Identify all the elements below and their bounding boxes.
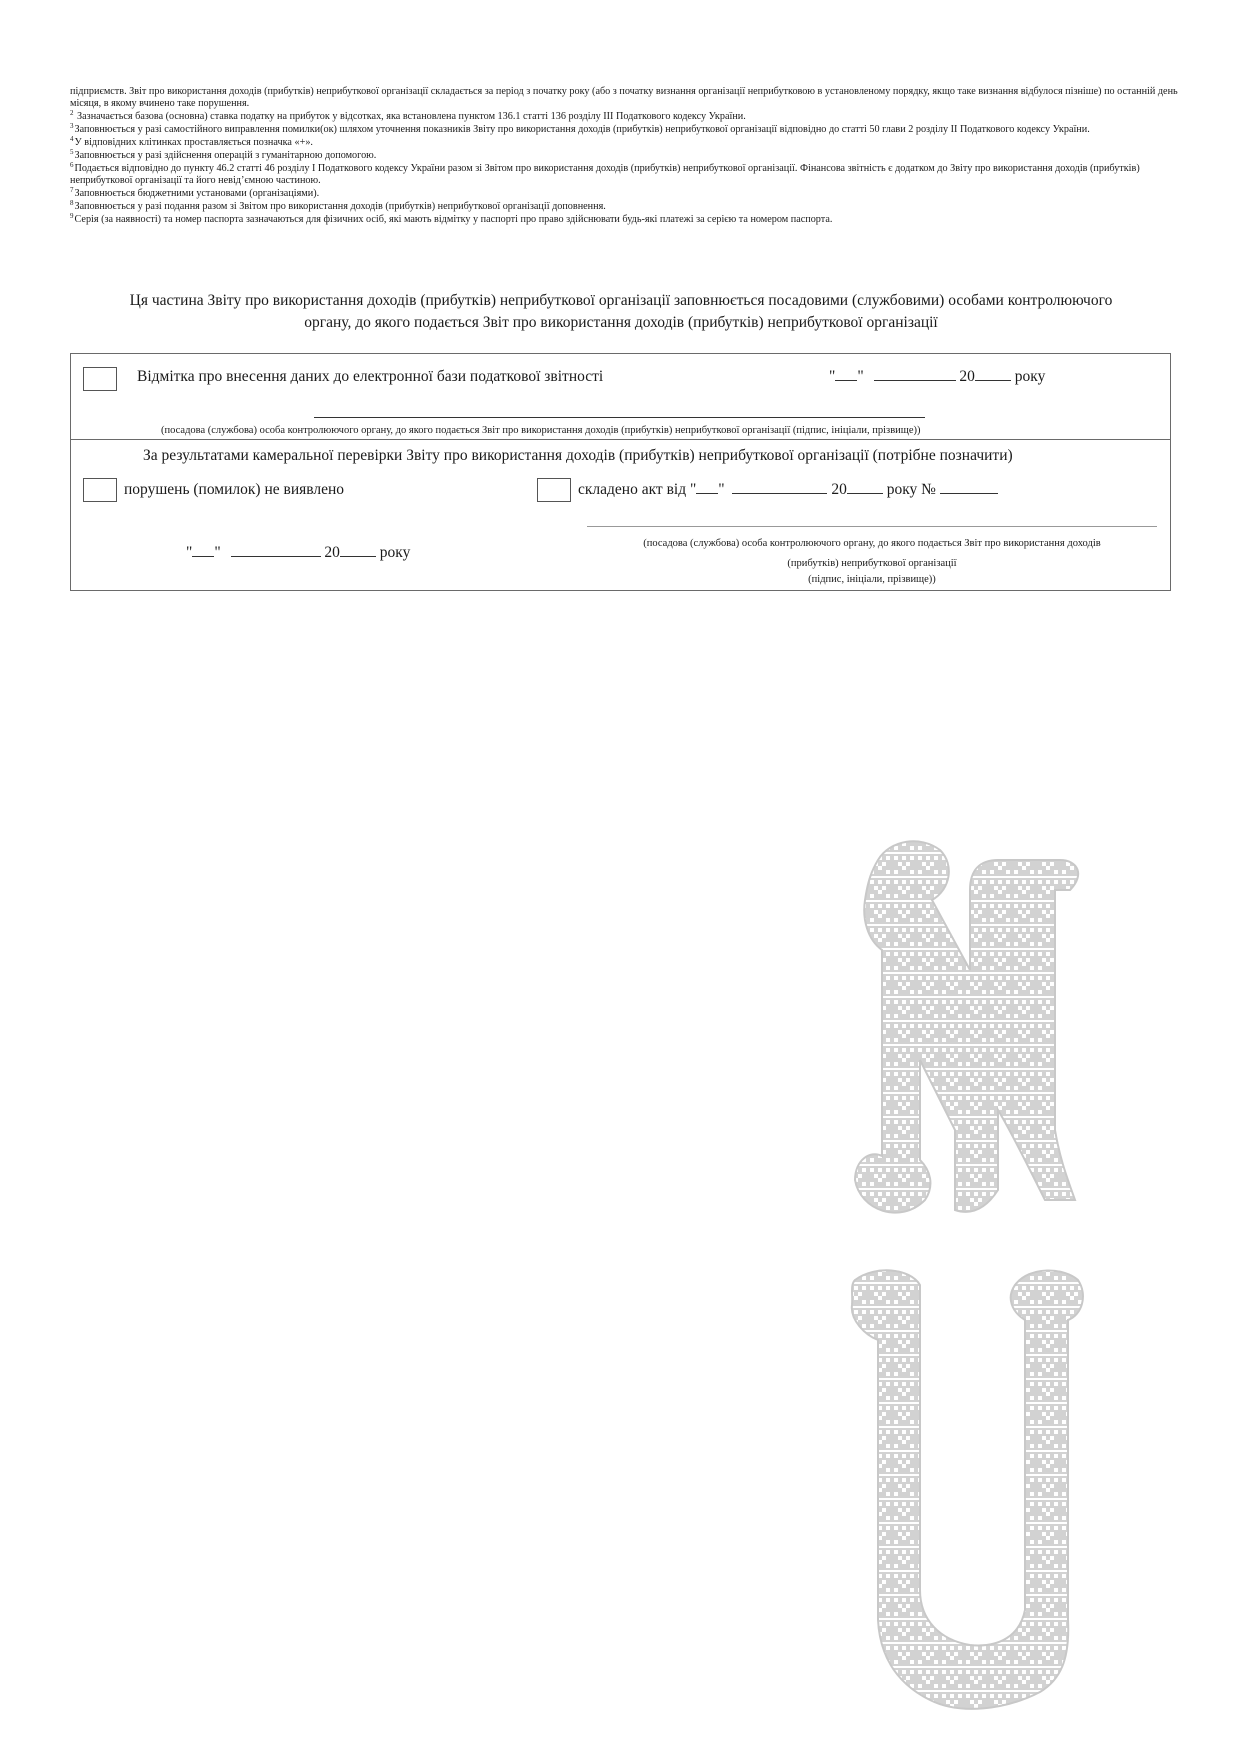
db-mark-checkbox[interactable] (83, 367, 117, 391)
ornamental-watermark-graphic (820, 830, 1120, 1730)
act-quote-close: " (718, 481, 725, 498)
year-prefix: 20 (959, 368, 975, 385)
bottom-month-field[interactable] (231, 544, 321, 557)
act-year-word: року (886, 481, 918, 498)
footnote-9 (70, 214, 1180, 226)
footnote-mark: 3 (70, 122, 74, 130)
box-separator (71, 439, 1170, 440)
footnote-8 (70, 201, 1180, 213)
bottom-caption-line-2: (прибутків) неприбуткової організації (787, 558, 957, 569)
bottom-signature-line[interactable] (587, 526, 1157, 527)
ornamental-watermark (820, 830, 1120, 1735)
footnote-mark: 6 (70, 161, 74, 169)
section-heading (70, 290, 1172, 334)
bottom-quote-close: " (214, 544, 221, 561)
bottom-caption (587, 534, 1157, 586)
act-month-field[interactable] (732, 481, 827, 494)
footnote-mark: 4 (70, 135, 74, 143)
bottom-caption-line-3: (підпис, ініціали, прізвище)) (808, 574, 936, 585)
bottom-year-word: року (379, 544, 411, 561)
section-heading-line-2: органу, до якого подається Звіт про використання доходів (прибутків) неприбуткової організації (304, 314, 938, 331)
footnote-mark: 5 (70, 148, 74, 156)
footnote-text: Подається відповідно до пункту 46.2 статті 46 розділу I Податкового кодексу України разом зі Звітом про використання доходів (прибутків) неприбуткової організації. Фінансова звітність є додатком до Звіту про використання доходів (прибутків) неприбуткової організації та його невід’ємною частиною. (70, 163, 1140, 186)
footnote-2 (70, 111, 1180, 123)
act-number-sign: № (921, 481, 936, 498)
bottom-quote-open: " (186, 544, 193, 561)
act-year-prefix: 20 (831, 481, 847, 498)
db-mark-date (829, 368, 1045, 386)
act-day-field[interactable] (696, 481, 718, 494)
footnote-4 (70, 137, 1180, 149)
footnotes (70, 86, 1180, 227)
db-mark-label: Відмітка про внесення даних до електронної бази податкової звітності (137, 368, 604, 385)
official-caption: (посадова (службова) особа контролюючого органу, до якого подається Звіт про використання доходів (прибутків) неприбуткової організації (підпис, ініціали, прізвище)) (161, 425, 921, 436)
date-quote-open: " (829, 368, 836, 385)
watermark-letter-n (855, 841, 1078, 1212)
day-field[interactable] (835, 368, 857, 381)
act-label: складено акт від (578, 481, 687, 498)
no-violations-checkbox[interactable] (83, 478, 117, 502)
footnote-text: Заповнюється у разі здійснення операцій з гуманітарною допомогою. (74, 150, 377, 161)
footnote-mark: 9 (70, 212, 74, 220)
bottom-date (186, 544, 410, 562)
footnote-3 (70, 124, 1180, 136)
act-year-field[interactable] (847, 481, 883, 494)
footnote-text: Заповнюється бюджетними установами (організаціями). (74, 188, 320, 199)
footnote-5 (70, 150, 1180, 162)
bottom-year-prefix: 20 (324, 544, 340, 561)
section-heading-line-1: Ця частина Звіту про використання доходів (прибутків) неприбуткової організації заповнюється посадовими (службовими) особами контролюючого (129, 292, 1113, 309)
authority-box (70, 353, 1171, 591)
footnote-1 (70, 86, 1180, 110)
watermark-letter-u (852, 1270, 1083, 1709)
footnote-mark: 2 (70, 109, 74, 117)
footnote-6 (70, 163, 1180, 187)
check-heading: За результатами камеральної перевірки Звіту про використання доходів (прибутків) неприбуткової організації (потрібне позначити) (143, 447, 1013, 464)
footnote-7 (70, 188, 1180, 200)
bottom-year-field[interactable] (340, 544, 376, 557)
year-word: року (1014, 368, 1046, 385)
footnote-text: Заповнюється у разі самостійного виправлення помилки(ок) шляхом уточнення показників Звіту про використання доходів (прибутків) неприбуткової організації відповідно до статті 50 глави 2 розділу II Податкового кодексу України. (74, 124, 1090, 135)
act-quote-open: " (689, 481, 697, 498)
footnote-text: підприємств. Звіт про використання доходів (прибутків) неприбуткової організації складається за період з початку року (або з початку визнання організації неприбутковою в установленому порядку, якщо таке визнання відбулося пізніше) по останній день місяця, в якому вчинено таке порушення. (70, 86, 1178, 109)
footnote-text: У відповідних клітинках проставляється позначка «+». (74, 137, 313, 148)
footnote-text: Зазначається базова (основна) ставка податку на прибуток у відсотках, яка встановлена пунктом 136.1 статті 136 розділу III Податкового кодексу України. (77, 111, 746, 122)
date-quote-close: " (857, 368, 864, 385)
bottom-caption-line-1: (посадова (службова) особа контролюючого органу, до якого подається Звіт про використання доходів (643, 538, 1101, 549)
official-signature-line[interactable] (314, 417, 925, 418)
footnote-text: Серія (за наявності) та номер паспорта зазначаються для фізичних осіб, які мають відмітку у паспорті про право здійснювати будь-які платежі за серією та номером паспорта. (74, 214, 833, 225)
act-checkbox[interactable] (537, 478, 571, 502)
year-field[interactable] (975, 368, 1011, 381)
footnote-mark: 7 (70, 186, 74, 194)
act-number-field[interactable] (940, 481, 998, 494)
bottom-day-field[interactable] (192, 544, 214, 557)
month-field[interactable] (874, 368, 956, 381)
act-line (578, 481, 998, 499)
footnote-mark: 8 (70, 199, 74, 207)
footnote-text: Заповнюється у разі подання разом зі Звітом про використання доходів (прибутків) неприбуткової організації доповнення. (74, 201, 606, 212)
no-violations-label: порушень (помилок) не виявлено (124, 481, 345, 498)
